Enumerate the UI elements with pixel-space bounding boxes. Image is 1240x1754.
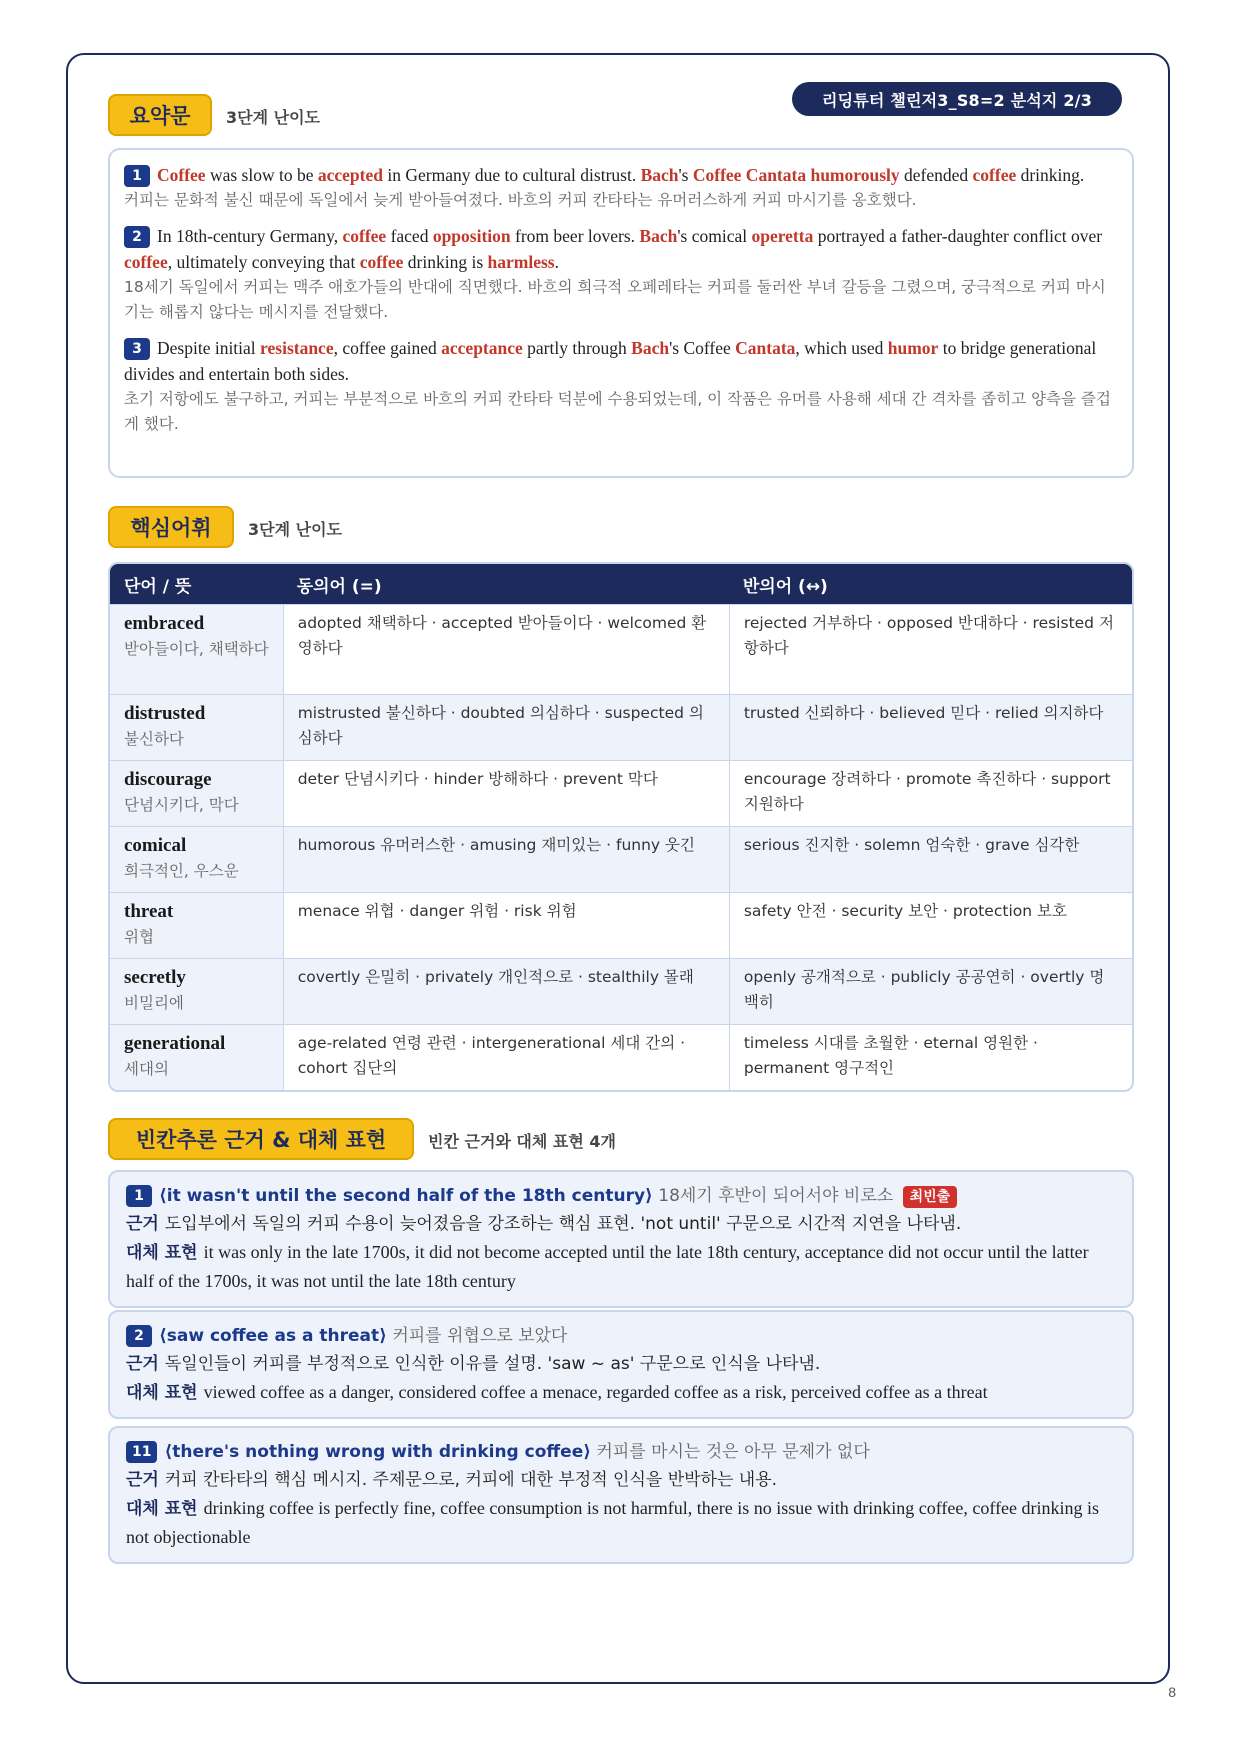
vocab-synonyms: menace 위협 · danger 위험 · risk 위험 <box>283 892 729 958</box>
blank-phrase: ⟨saw coffee as a threat⟩ <box>159 1326 387 1346</box>
summary-en-text <box>124 338 1096 384</box>
summary-ko: 18세기 독일에서 커피는 맥주 애호가들의 반대에 직면했다. 바흐의 희극적 오페레타는 커피를 둘러싼 부녀 갈등을 그렸으며, 궁극적으로 커피 마시기는 해롭지 않다는 메시지를 전달했다. <box>124 278 1106 321</box>
summary-en-text <box>157 165 1084 185</box>
blank-alternatives <box>126 1238 1116 1296</box>
vocab-antonyms: timeless 시대를 초월한 · eternal 영원한 · permanent 영구적인 <box>729 1024 1132 1090</box>
summary-item <box>124 162 1118 213</box>
vocab-word: discourage <box>124 769 212 790</box>
text-segment: 's Coffee <box>669 338 736 358</box>
alt-label: 대체 표현 <box>126 1499 198 1519</box>
vocab-header-antonym: 반의어 (↔) <box>729 564 1132 604</box>
highlight-word: Coffee Cantata humorously <box>692 165 900 185</box>
summary-section-tab: 요약문 <box>108 94 212 136</box>
vocab-antonyms: openly 공개적으로 · publicly 공공연히 · overtly 명백히 <box>729 958 1132 1024</box>
blank-head <box>126 1182 1116 1210</box>
highlight-word: coffee <box>359 252 404 272</box>
reason-text: 도입부에서 독일의 커피 수용이 늦어졌음을 강조하는 핵심 표현. 'not until' 구문으로 시간적 지연을 나타냄. <box>164 1214 962 1234</box>
summary-box <box>108 148 1134 478</box>
page-number: 8 <box>1168 1684 1176 1700</box>
highlight-word: coffee <box>972 165 1017 185</box>
vocab-word-cell <box>110 694 283 760</box>
blank-card <box>108 1426 1134 1564</box>
summary-ko: 커피는 문화적 불신 때문에 독일에서 늦게 받아들여졌다. 바흐의 커피 칸타타는 유머러스하게 커피 마시기를 옹호했다. <box>124 191 917 209</box>
vocab-word: comical <box>124 835 187 856</box>
summary-ko: 초기 저항에도 불구하고, 커피는 부분적으로 바흐의 커피 칸타타 덕분에 수용되었는데, 이 작품은 유머를 사용해 세대 간 격차를 좁히고 양측을 즐겁게 했다. <box>124 390 1111 433</box>
text-segment: , coffee gained <box>333 338 442 358</box>
blank-translation: 커피를 마시는 것은 아무 문제가 없다 <box>596 1442 870 1462</box>
text-segment: , ultimately conveying that <box>167 252 360 272</box>
text-segment: faced <box>386 226 433 246</box>
blank-reason <box>126 1466 1116 1494</box>
blank-translation: 18세기 후반이 되어서야 비로소 <box>658 1186 894 1206</box>
vocab-antonyms: rejected 거부하다 · opposed 반대하다 · resisted 저항하다 <box>729 604 1132 694</box>
reason-text: 독일인들이 커피를 부정적으로 인식한 이유를 설명. 'saw ~ as' 구문으로 인식을 나타냄. <box>164 1354 821 1374</box>
vocab-header-row <box>110 564 1132 604</box>
summary-en <box>124 223 1118 275</box>
reason-label: 근거 <box>126 1214 159 1234</box>
vocab-row <box>110 1024 1132 1090</box>
vocab-meaning: 단념시키다, 막다 <box>124 796 239 814</box>
highlight-word: resistance <box>260 338 334 358</box>
vocab-meaning: 세대의 <box>124 1060 169 1078</box>
summary-item <box>124 223 1118 325</box>
vocab-word: distrusted <box>124 703 206 724</box>
text-segment: partly through <box>522 338 632 358</box>
alt-label: 대체 표현 <box>126 1383 198 1403</box>
vocab-synonyms: adopted 채택하다 · accepted 받아들이다 · welcomed 환영하다 <box>283 604 729 694</box>
vocab-header-word: 단어 / 뜻 <box>110 564 283 604</box>
frequency-badge: 최빈출 <box>903 1186 958 1208</box>
highlight-word: coffee <box>124 252 168 272</box>
vocab-meaning: 비밀리에 <box>124 994 184 1012</box>
vocab-meaning: 불신하다 <box>124 730 184 748</box>
blank-number-badge: 1 <box>126 1185 152 1207</box>
text-segment: 's comical <box>677 226 752 246</box>
text-segment: in Germany due to cultural distrust. <box>382 165 641 185</box>
vocab-word-cell <box>110 892 283 958</box>
blank-number-badge: 11 <box>126 1441 157 1463</box>
vocab-row <box>110 760 1132 826</box>
reason-label: 근거 <box>126 1470 159 1490</box>
blank-reason <box>126 1350 1116 1378</box>
vocab-word-cell <box>110 760 283 826</box>
vocab-row <box>110 958 1132 1024</box>
blank-phrase: ⟨it wasn't until the second half of the 18th century⟩ <box>159 1186 653 1206</box>
highlight-word: opposition <box>432 226 511 246</box>
text-segment: defended <box>899 165 973 185</box>
vocab-meaning: 받아들이다, 채택하다 <box>124 640 269 658</box>
summary-en-text <box>124 226 1102 272</box>
vocab-word: threat <box>124 901 174 922</box>
blank-card <box>108 1170 1134 1308</box>
highlight-word: acceptance <box>441 338 523 358</box>
alt-text: drinking coffee is perfectly fine, coffee consumption is not harmful, there is no issue with drinking coffee, coffee drinking is not objectionable <box>126 1498 1100 1547</box>
text-segment: Despite initial <box>157 338 261 358</box>
reason-label: 근거 <box>126 1354 159 1374</box>
vocab-antonyms: safety 안전 · security 보안 · protection 보호 <box>729 892 1132 958</box>
vocab-meaning: 위협 <box>124 928 154 946</box>
blank-number-badge: 2 <box>126 1325 152 1347</box>
blank-card <box>108 1310 1134 1419</box>
text-segment: from beer lovers. <box>510 226 640 246</box>
highlight-word: operetta <box>751 226 814 246</box>
vocab-row <box>110 694 1132 760</box>
vocab-antonyms: encourage 장려하다 · promote 촉진하다 · support 지원하다 <box>729 760 1132 826</box>
summary-number-badge: 3 <box>124 338 150 360</box>
text-segment: , which used <box>795 338 888 358</box>
summary-item <box>124 335 1118 437</box>
blank-reason <box>126 1210 1116 1238</box>
vocab-synonyms: covertly 은밀히 · privately 개인적으로 · stealthily 몰래 <box>283 958 729 1024</box>
text-segment: was slow to be <box>205 165 318 185</box>
reason-text: 커피 칸타타의 핵심 메시지. 주제문으로, 커피에 대한 부정적 인식을 반박하는 내용. <box>164 1470 778 1490</box>
vocab-row <box>110 604 1132 694</box>
vocab-word: secretly <box>124 967 186 988</box>
vocab-level-label: 3단계 난이도 <box>248 520 342 539</box>
vocab-row <box>110 892 1132 958</box>
vocab-synonyms: humorous 유머러스한 · amusing 재미있는 · funny 웃긴 <box>283 826 729 892</box>
text-segment: drinking. <box>1016 165 1085 185</box>
summary-number-badge: 1 <box>124 165 150 187</box>
blank-head <box>126 1438 1116 1466</box>
highlight-word: humor <box>887 338 939 358</box>
summary-number-badge: 2 <box>124 226 150 248</box>
alt-label: 대체 표현 <box>126 1243 198 1263</box>
highlight-word: Coffee <box>157 165 206 185</box>
highlight-word: Bach <box>640 165 679 185</box>
text-segment: In 18th-century Germany, <box>157 226 343 246</box>
vocab-word-cell <box>110 1024 283 1090</box>
text-segment: portrayed a father-daughter conflict over <box>813 226 1103 246</box>
highlight-word: harmless <box>487 252 555 272</box>
vocab-row <box>110 826 1132 892</box>
vocab-section-tab: 핵심어휘 <box>108 506 234 548</box>
vocab-word: generational <box>124 1033 226 1054</box>
vocab-synonyms: mistrusted 불신하다 · doubted 의심하다 · suspected 의심하다 <box>283 694 729 760</box>
alt-text: viewed coffee as a danger, considered coffee a menace, regarded coffee as a risk, perceived coffee as a threat <box>203 1382 988 1402</box>
vocab-word-cell <box>110 826 283 892</box>
vocab-word: embraced <box>124 613 205 634</box>
blank-alternatives <box>126 1494 1116 1552</box>
blank-head <box>126 1322 1116 1350</box>
vocab-synonyms: deter 단념시키다 · hinder 방해하다 · prevent 막다 <box>283 760 729 826</box>
alt-text: it was only in the late 1700s, it did not become accepted until the late 18th century, acceptance did not occur until the latter half of the 1700s, it was not until the late 18th century <box>126 1242 1089 1291</box>
blank-section-tab: 빈칸추론 근거 & 대체 표현 <box>108 1118 414 1160</box>
worksheet-title-badge: 리딩튜터 챌린저3_S8=2 분석지 2/3 <box>792 82 1122 116</box>
vocab-word-cell <box>110 958 283 1024</box>
highlight-word: accepted <box>317 165 383 185</box>
vocab-synonyms: age-related 연령 관련 · intergenerational 세대 간의 · cohort 집단의 <box>283 1024 729 1090</box>
blank-phrase: ⟨there's nothing wrong with drinking coffee⟩ <box>164 1442 591 1462</box>
vocab-antonyms: serious 진지한 · solemn 엄숙한 · grave 심각한 <box>729 826 1132 892</box>
text-segment: 's <box>678 165 693 185</box>
vocab-word-cell <box>110 604 283 694</box>
vocab-meaning: 희극적인, 우스운 <box>124 862 239 880</box>
highlight-word: Bach <box>631 338 670 358</box>
vocab-table <box>108 562 1134 1092</box>
blank-translation: 커피를 위협으로 보았다 <box>392 1326 568 1346</box>
vocab-antonyms: trusted 신뢰하다 · believed 믿다 · relied 의지하다 <box>729 694 1132 760</box>
summary-en <box>124 335 1118 387</box>
vocab-header-synonym: 동의어 (=) <box>283 564 729 604</box>
text-segment: drinking is <box>403 252 488 272</box>
summary-level-label: 3단계 난이도 <box>226 108 320 127</box>
summary-en <box>124 162 1118 188</box>
blank-alternatives <box>126 1378 1116 1407</box>
highlight-word: coffee <box>342 226 387 246</box>
highlight-word: Bach <box>639 226 678 246</box>
text-segment: . <box>554 252 559 272</box>
text-segment: to bridge generational divides and entertain both sides. <box>124 338 1097 384</box>
blank-section-sub: 빈칸 근거와 대체 표현 4개 <box>428 1132 616 1151</box>
highlight-word: Cantata <box>735 338 796 358</box>
